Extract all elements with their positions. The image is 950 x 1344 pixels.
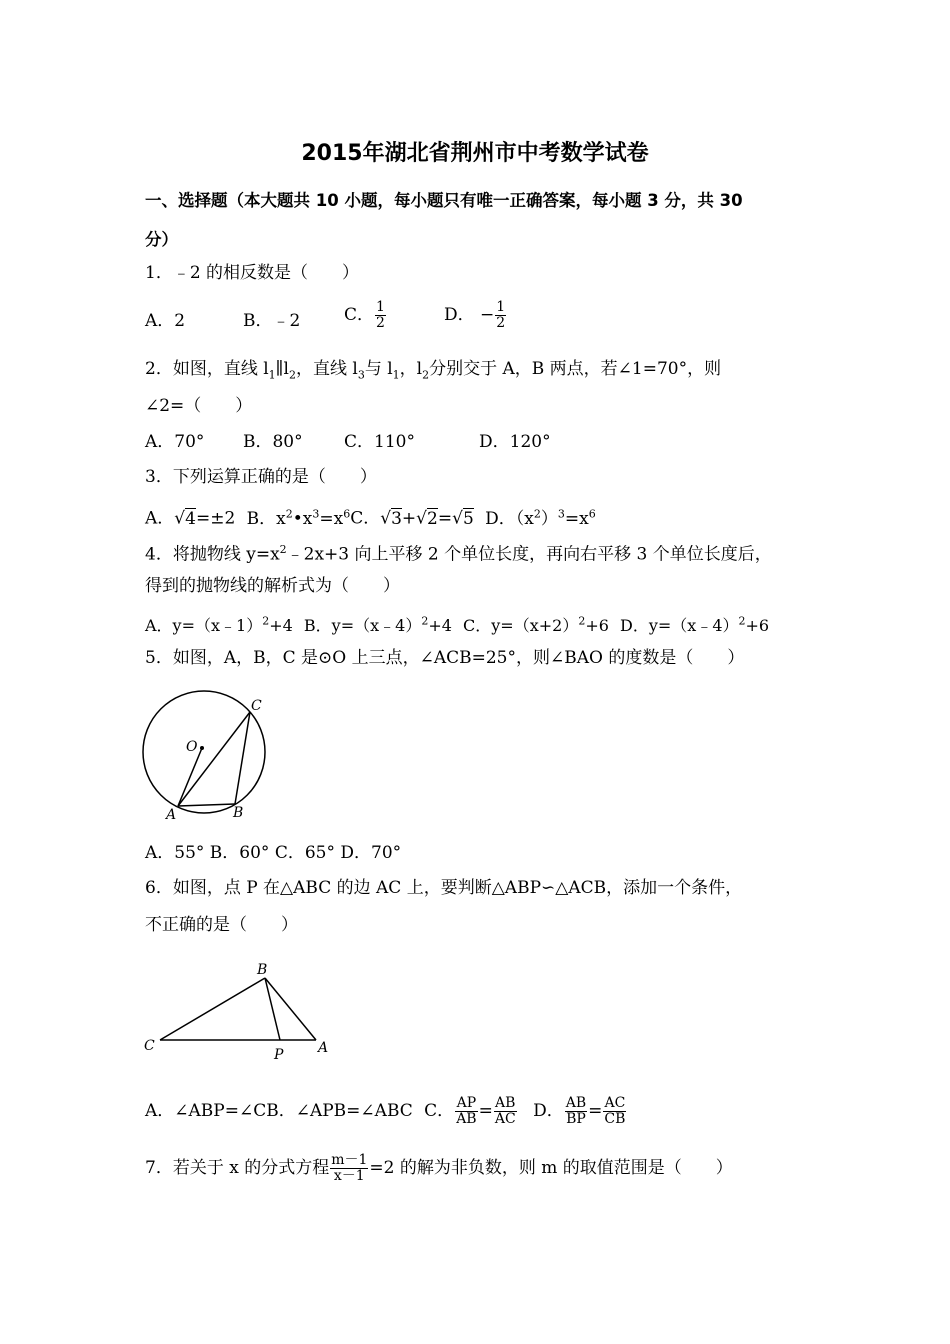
question-4-cont: 得到的抛物线的解析式为（ ） bbox=[145, 576, 400, 596]
option-c: C． $\frac{AP}{AB}$ = $\frac{AB}{AC}$ bbox=[424, 1095, 516, 1127]
question-6-cont: 不正确的是（ ） bbox=[145, 915, 298, 935]
label-o: O bbox=[186, 739, 198, 755]
question-3: 3．下列运算正确的是（ ） bbox=[145, 467, 377, 487]
question-4-options bbox=[145, 611, 769, 637]
radical-sign: √ bbox=[174, 508, 186, 529]
option-b: B．﹣2 bbox=[243, 311, 301, 331]
segment-ao bbox=[178, 748, 202, 806]
question-5-options: A．55° B．60° C．65° D．70° bbox=[145, 843, 402, 863]
question-5: 5．如图，A，B，C 是⊙O 上三点，∠ACB=25°，则∠BAO 的度数是（ ） bbox=[145, 648, 745, 668]
option-c: C．√3+√2=√5 bbox=[350, 508, 474, 529]
option-d: D．120° bbox=[479, 432, 551, 452]
option-b: B．$x^2•x^3=x^6$ bbox=[246, 507, 351, 529]
option-d: D．y=（x﹣4）$^2$+6 bbox=[620, 615, 770, 636]
label-b: B bbox=[257, 962, 268, 978]
question-6-options bbox=[145, 1096, 627, 1127]
page-title: 2015年湖北省荆州市中考数学试卷 bbox=[301, 141, 649, 166]
question-2-cont: ∠2=（ ） bbox=[145, 396, 253, 416]
circle-figure bbox=[138, 688, 272, 822]
option-d: D． $\frac{AB}{BP}$ = $\frac{AC}{CB}$ bbox=[533, 1095, 626, 1127]
option-a: A．2 bbox=[145, 311, 186, 331]
label-b: B bbox=[233, 805, 244, 821]
option-b: B．y=（x﹣4）$^2$+4 bbox=[303, 615, 452, 636]
option-d: D．$(x^2)^3=x^6$ bbox=[485, 507, 596, 529]
option-c: C．$y=(x+2)^2+6$ bbox=[463, 615, 609, 636]
label-a: A bbox=[318, 1040, 329, 1056]
question-1: 1．﹣2 的相反数是（ ） bbox=[145, 263, 360, 283]
option-b: B．80° bbox=[243, 432, 303, 452]
segment-cb bbox=[160, 978, 265, 1040]
label-c: C bbox=[251, 698, 262, 714]
center-point bbox=[200, 746, 204, 750]
segment-bc bbox=[235, 712, 250, 804]
label-p: P bbox=[274, 1047, 284, 1063]
triangle-figure bbox=[140, 958, 340, 1064]
question-4: 4．将抛物线 $y=x^2﹣2x+3$ 向上平移 2 个单位长度，再向右平移 3 个单位长度后， bbox=[145, 543, 772, 565]
question-7: 7．若关于 x 的分式方程 $\frac{m-1}{x-1}$ =2 的解为非负数，则 m 的取值范围是（ ） bbox=[145, 1152, 733, 1184]
section-heading: 一、选择题（本大题共 10 小题，每小题只有唯一正确答案，每小题 3 分，共 30 bbox=[145, 191, 743, 210]
segment-ab bbox=[178, 804, 235, 806]
option-c: C．110° bbox=[344, 432, 415, 452]
option-b: B．∠APB=∠ABC bbox=[266, 1101, 413, 1121]
section-heading-cont: 分） bbox=[145, 230, 178, 249]
question-6: 6．如图，点 P 在△ABC 的边 AC 上，要判断△ABP∽△ACB，添加一个条件， bbox=[145, 878, 743, 898]
option-c: C． $\frac{1}{2}$ bbox=[344, 299, 385, 331]
label-a: A bbox=[166, 807, 177, 822]
option-a: A．∠ABP=∠C bbox=[145, 1101, 267, 1121]
label-c: C bbox=[144, 1038, 155, 1054]
option-d: D． − $\frac{1}{2}$ bbox=[444, 299, 506, 331]
segment-ac bbox=[178, 712, 250, 806]
question-3-options bbox=[145, 503, 596, 530]
option-a: A．√4=±2 bbox=[145, 508, 236, 529]
option-a: A．70° bbox=[145, 432, 205, 452]
circle-o bbox=[143, 691, 265, 813]
option-a: A．y=（x﹣1）$^2$+4 bbox=[145, 615, 293, 636]
question-2: 2．如图，直线 $l_1\parallel l_2$，直线 $l_3$与 $l_1$，$l_2$分别交于 A，B 两点，若∠1=70°，则 bbox=[145, 359, 722, 382]
